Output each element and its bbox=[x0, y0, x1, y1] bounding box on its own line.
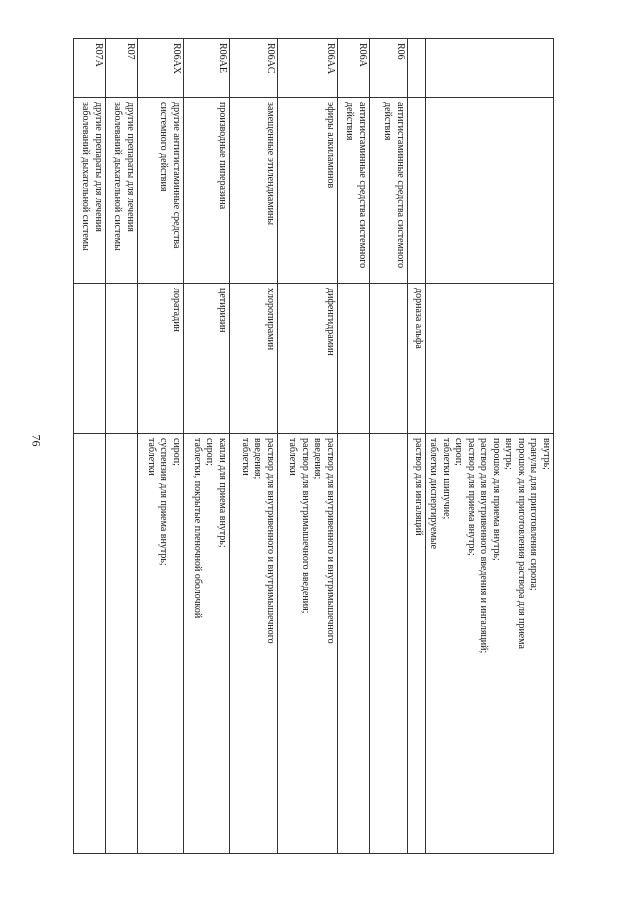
dosage-form-line: раствор для ингаляций bbox=[413, 438, 424, 536]
substance-cell bbox=[370, 284, 408, 434]
group-name-cell: эфиры алкиламинов bbox=[278, 98, 338, 284]
substance-cell bbox=[74, 284, 106, 434]
dosage-form-line: раствор для внутривенного и внутримышечного bbox=[325, 438, 336, 644]
table-row bbox=[278, 39, 338, 854]
atc-code-cell bbox=[408, 39, 426, 98]
dosage-form-line: суспензия для приема внутрь; bbox=[158, 438, 170, 566]
group-name-cell: другие препараты для лечения заболеваний дыхательной системы bbox=[106, 98, 138, 284]
atc-code-cell: R06AA bbox=[278, 39, 338, 98]
dosage-form-line: раствор для приема внутрь; bbox=[466, 438, 477, 556]
atc-code-cell: R06A bbox=[338, 39, 370, 98]
dosage-form-line: гранулы для приготовления сиропа; bbox=[528, 438, 540, 591]
dosage-form-line: таблетки bbox=[287, 438, 299, 476]
group-name-cell: антигистаминные средства системного действия bbox=[370, 98, 408, 284]
atc-code-cell: R06 bbox=[370, 39, 408, 98]
dosage-form-line: капли для приема внутрь; bbox=[217, 438, 228, 548]
dosage-form-line: таблетки, покрытые пленочной оболочкой bbox=[192, 438, 203, 619]
dosage-forms-cell bbox=[426, 434, 554, 854]
dosage-form-line: внутрь; bbox=[541, 438, 552, 470]
dosage-form-line: порошок для приема внутрь; bbox=[491, 438, 502, 561]
atc-code-cell: R06AC bbox=[230, 39, 278, 98]
dosage-form-line: раствор для внутримышечного введения; bbox=[300, 438, 311, 614]
dosage-form-line: сироп; bbox=[453, 438, 465, 466]
dosage-forms-cell bbox=[408, 434, 426, 854]
table-row bbox=[106, 39, 138, 854]
dosage-forms-cell bbox=[74, 434, 106, 854]
dosage-form-line: введения; bbox=[252, 438, 264, 480]
dosage-forms-cell bbox=[184, 434, 230, 854]
dosage-form-line: раствор для внутривенного и внутримышечного bbox=[265, 438, 276, 644]
table-row bbox=[138, 39, 184, 854]
dosage-form-line: раствор для внутривенного введения и ингаляций; bbox=[478, 438, 490, 654]
rotated-page-content bbox=[80, 38, 554, 853]
dosage-form-line: порошок для приготовления раствора для приема bbox=[516, 438, 527, 649]
drug-table bbox=[73, 38, 554, 854]
dosage-forms-cell bbox=[338, 434, 370, 854]
table-row bbox=[370, 39, 408, 854]
table-row bbox=[184, 39, 230, 854]
dosage-form-line: внутрь; bbox=[503, 438, 515, 470]
dosage-form-line: таблетки bbox=[146, 438, 157, 476]
page-number: 76 bbox=[29, 434, 44, 447]
group-name-cell: другие препараты для лечения заболеваний дыхательной системы bbox=[74, 98, 106, 284]
dosage-forms-cell bbox=[230, 434, 278, 854]
table-row bbox=[74, 39, 106, 854]
atc-code-cell: R06AE bbox=[184, 39, 230, 98]
dosage-forms-cell bbox=[278, 434, 338, 854]
substance-cell: дифенгидрамин bbox=[278, 284, 338, 434]
dosage-form-line: таблетки диспергируемые bbox=[428, 438, 440, 550]
dosage-forms-cell bbox=[138, 434, 184, 854]
dosage-form-line: таблетки bbox=[240, 438, 251, 476]
group-name-cell bbox=[426, 98, 554, 284]
table-row bbox=[338, 39, 370, 854]
atc-code-cell bbox=[426, 39, 554, 98]
atc-code-cell: R07 bbox=[106, 39, 138, 98]
drug-table-body bbox=[74, 39, 554, 854]
substance-cell: хлоропирамин bbox=[230, 284, 278, 434]
table-row bbox=[426, 39, 554, 854]
dosage-form-line: сироп; bbox=[171, 438, 182, 466]
dosage-forms-cell bbox=[106, 434, 138, 854]
dosage-forms-cell bbox=[370, 434, 408, 854]
table-row bbox=[408, 39, 426, 854]
substance-cell: цетиризин bbox=[184, 284, 230, 434]
substance-cell bbox=[426, 284, 554, 434]
substance-cell: лоратадин bbox=[138, 284, 184, 434]
dosage-form-line: таблетки шипучие; bbox=[441, 438, 452, 520]
group-name-cell bbox=[408, 98, 426, 284]
substance-cell bbox=[106, 284, 138, 434]
group-name-cell: антигистаминные средства системного действия bbox=[338, 98, 370, 284]
group-name-cell: замещенные этилендиамины bbox=[230, 98, 278, 284]
group-name-cell: производные пиперазина bbox=[184, 98, 230, 284]
dosage-form-line: введения; bbox=[312, 438, 324, 480]
group-name-cell: другие антигистаминные средства системного действия bbox=[138, 98, 184, 284]
substance-cell: дорназа альфа bbox=[408, 284, 426, 434]
substance-cell bbox=[338, 284, 370, 434]
atc-code-cell: R06AX bbox=[138, 39, 184, 98]
dosage-form-line: сироп; bbox=[204, 438, 216, 466]
atc-code-cell: R07A bbox=[74, 39, 106, 98]
table-row bbox=[230, 39, 278, 854]
